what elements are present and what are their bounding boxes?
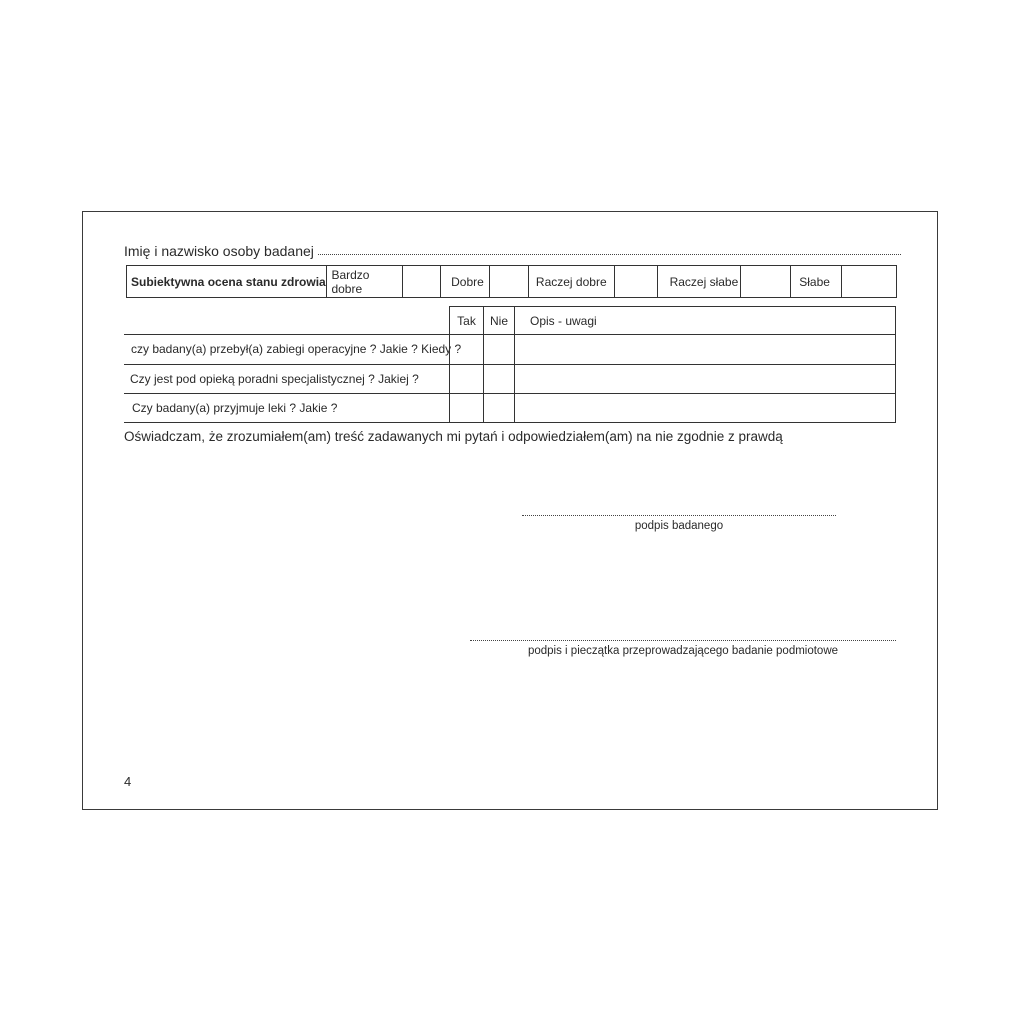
answer-no-box[interactable] [483, 394, 514, 422]
notes-box[interactable] [514, 394, 896, 422]
health-rating-title: Subiektywna ocena stanu zdrowia [127, 266, 327, 297]
answer-yes-box[interactable] [449, 365, 484, 394]
page-number: 4 [124, 774, 132, 789]
rating-checkbox-rather-good[interactable] [615, 266, 658, 297]
examiner-signature-line [470, 639, 896, 641]
rating-label-good: Dobre [441, 266, 490, 297]
notes-box[interactable] [514, 335, 896, 364]
examiner-signature-label: podpis i pieczątka przeprowadzającego badanie podmiotowe [527, 645, 839, 657]
health-rating-row [126, 265, 897, 298]
patient-name-label: Imię i nazwisko osoby badanej [124, 243, 314, 259]
patient-signature[interactable] [522, 514, 836, 532]
answer-no-box[interactable] [483, 365, 514, 394]
header-notes: Opis - uwagi [514, 306, 896, 335]
rating-checkbox-poor[interactable] [842, 266, 896, 297]
patient-name-dotted-line [318, 253, 901, 255]
patient-signature-label: podpis badanego [634, 520, 724, 532]
header-yes: Tak [449, 306, 484, 335]
rating-checkbox-rather-poor[interactable] [741, 266, 791, 297]
rating-checkbox-very-good[interactable] [403, 266, 441, 297]
answer-no-box[interactable] [483, 335, 514, 364]
patient-name-field[interactable] [124, 239, 901, 259]
header-no: Nie [483, 306, 515, 335]
rating-label-very-good: Bardzo dobre [327, 266, 403, 297]
form-page [82, 211, 938, 810]
questions-table [124, 334, 896, 423]
question-row [124, 364, 896, 394]
answer-yes-box[interactable] [449, 335, 484, 364]
question-row [124, 393, 896, 423]
answer-yes-box[interactable] [449, 394, 484, 422]
rating-label-rather-good: Raczej dobre [529, 266, 615, 297]
question-row [124, 334, 896, 364]
question-text: Czy jest pod opieką poradni specjalistycznej ? Jakiej ? [130, 371, 419, 386]
patient-signature-line [522, 514, 836, 516]
question-text: czy badany(a) przebył(a) zabiegi operacyjne ? Jakie ? Kiedy ? [131, 342, 462, 357]
examiner-signature[interactable] [470, 639, 896, 657]
notes-box[interactable] [514, 365, 896, 394]
question-text: Czy badany(a) przyjmuje leki ? Jakie ? [132, 400, 338, 415]
rating-label-rather-poor: Raczej słabe [658, 266, 742, 297]
rating-label-poor: Słabe [791, 266, 842, 297]
declaration-text: Oświadczam, że zrozumiałem(am) treść zadawanych mi pytań i odpowiedziałem(am) na nie zgodnie z prawdą [124, 429, 783, 444]
rating-checkbox-good[interactable] [490, 266, 529, 297]
